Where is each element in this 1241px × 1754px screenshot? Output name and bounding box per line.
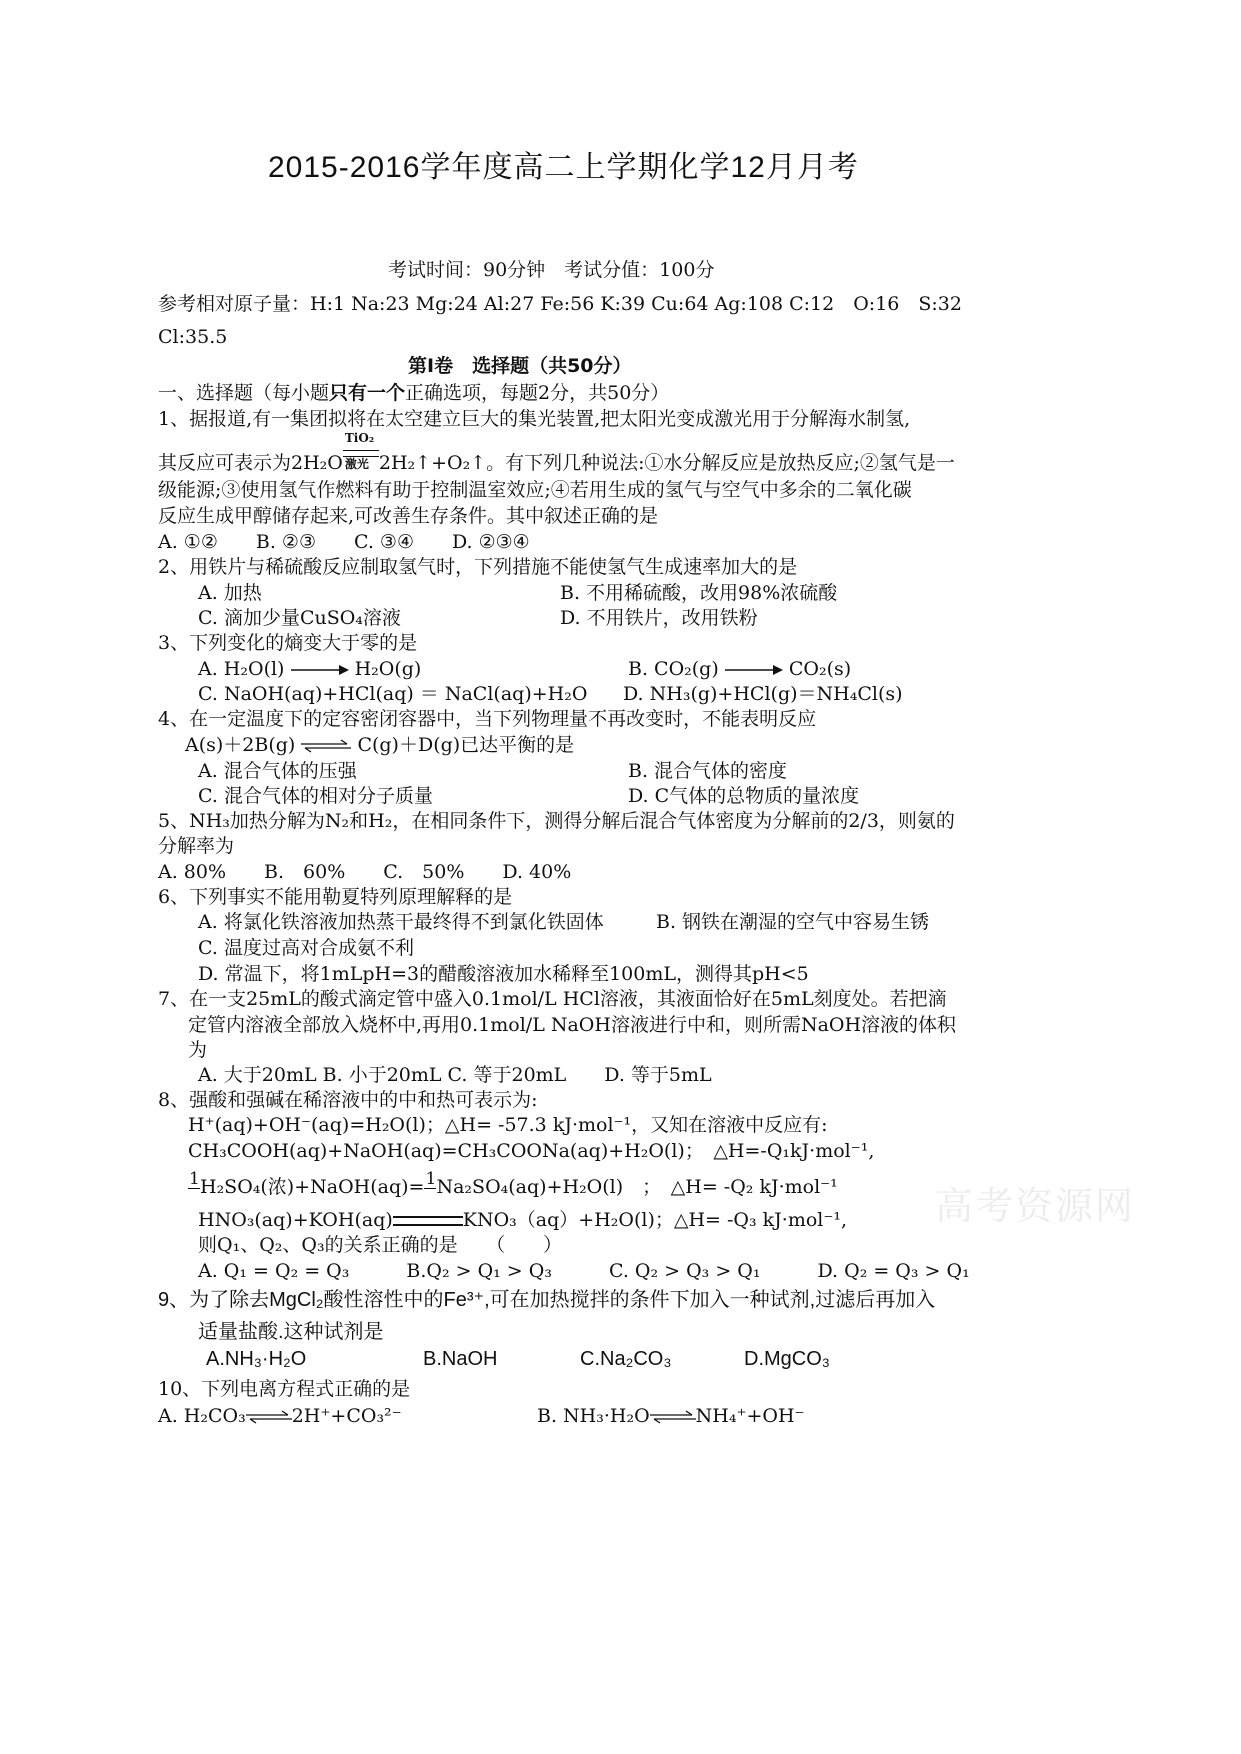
q3-option-b: B. CO₂(g) CO₂(s) xyxy=(628,658,852,680)
q10-option-a: A. H₂CO₃ 2H⁺+CO₃²⁻ xyxy=(158,1405,402,1427)
q6-option-d: D. 常温下，将1mLpH=3的醋酸溶液加水稀释至100mL，测得其pH<5 xyxy=(198,963,809,985)
q9-line1: 9、为了除去MgCl₂酸性溶性中的Fe³⁺,可在加热搅拌的条件下加入一种试剂,过滤后再加入 xyxy=(158,1289,936,1311)
q8-eq3: 1 H₂SO₄(浓)+NaOH(aq)= 1 Na₂SO₄(aq)+H₂O(l) ； △H= -Q₂ kJ·mol⁻¹ xyxy=(189,1169,838,1198)
fraction-half: 1 xyxy=(189,1169,200,1189)
q6-option-c: C. 温度过高对合成氨不利 xyxy=(198,937,414,959)
page-title: 2015-2016学年度高二上学期化学12月月考 xyxy=(268,151,859,184)
exam-info: 考试时间：90分钟 考试分值：100分 xyxy=(388,259,715,281)
q7-options: A. 大于20mL B. 小于20mL C. 等于20mL D. 等于5mL xyxy=(198,1064,712,1086)
section-intro: 一、选择题（每小题只有一个正确选项，每题2分，共50分） xyxy=(158,382,670,404)
q10-option-b: B. NH₃·H₂O NH₄⁺+OH⁻ xyxy=(537,1405,805,1427)
emphasis-only-one: 只有一个 xyxy=(329,382,406,404)
q3-option-c: C. NaOH(aq)+HCl(aq) ＝ NaCl(aq)+H₂O xyxy=(198,683,588,705)
q2-option-d: D. 不用铁片，改用铁粉 xyxy=(560,607,758,629)
q4-option-d: D. C气体的总物质的量浓度 xyxy=(628,785,860,807)
q7-line1: 7、在一支25mL的酸式滴定管中盛入0.1mol/L HCl溶液，其液面恰好在5mL刻度处。若把滴 xyxy=(158,988,947,1010)
q8-eq1: H⁺(aq)+OH⁻(aq)=H₂O(l)；△H= -57.3 kJ·mol⁻¹，又知在溶液中反应有: xyxy=(188,1114,828,1136)
q1-line4: 反应生成甲醇储存起来,可改善生存条件。其中叙述正确的是 xyxy=(158,505,659,527)
q3-option-a: A. H₂O(l) H₂O(g) xyxy=(198,658,422,680)
atomic-masses-line2: Cl:35.5 xyxy=(158,326,228,348)
q4-option-a: A. 混合气体的压强 xyxy=(198,760,357,782)
catalyst-label: TiO₂ xyxy=(344,431,375,445)
equilibrium-arrow-icon xyxy=(301,739,351,753)
section-title: 第Ⅰ卷 选择题（共50分） xyxy=(408,355,632,377)
condition-label: 激光 xyxy=(344,457,369,471)
q8-ask: 则Q₁、Q₂、Q₃的关系正确的是 （ ） xyxy=(198,1234,563,1256)
q3-option-d: D. NH₃(g)+HCl(g)＝NH₄Cl(s) xyxy=(623,683,903,705)
reaction-arrow-icon xyxy=(291,663,349,677)
q2-stem: 2、用铁片与稀硫酸反应制取氢气时，下列措施不能使氢气生成速率加大的是 xyxy=(158,556,798,578)
q3-stem: 3、下列变化的熵变大于零的是 xyxy=(158,632,418,654)
q8-stem: 8、强酸和强碱在稀溶液中的中和热可表示为: xyxy=(158,1089,538,1111)
equals-sign xyxy=(343,450,379,457)
q4-stem: 4、在一定温度下的定容密闭容器中，当下列物理量不再改变时，不能表明反应 xyxy=(158,708,817,730)
fraction-half: 1 xyxy=(425,1169,437,1189)
q7-line2: 定管内溶液全部放入烧杯中,再用0.1mol/L NaOH溶液进行中和，则所需NaOH溶液的体积 xyxy=(188,1014,957,1036)
q8-eq4: HNO₃(aq)+KOH(aq) KNO₃（aq）+H₂O(l)；△H= -Q₃ kJ·mol⁻¹, xyxy=(198,1209,848,1231)
double-equals-icon xyxy=(393,1216,463,1226)
q8-options: A. Q₁ = Q₂ = Q₃ B.Q₂ > Q₁ > Q₃ C. Q₂ > Q₃ > Q₁ D. Q₂ = Q₃ > Q₁ xyxy=(198,1260,970,1282)
q1-options: A. ①② B. ②③ C. ③④ D. ②③④ xyxy=(158,531,530,553)
q9-option-b: B.NaOH xyxy=(423,1348,498,1370)
q5-options: A. 80% B. 60% C. 50% D. 40% xyxy=(158,861,572,883)
q2-option-a: A. 加热 xyxy=(198,582,262,604)
q7-line3: 为 xyxy=(188,1039,208,1061)
q10-stem: 10、下列电离方程式正确的是 xyxy=(158,1378,411,1400)
q6-option-a: A. 将氯化铁溶液加热蒸干最终得不到氯化铁固体 xyxy=(198,911,604,933)
reaction-arrow-icon xyxy=(725,663,783,677)
q9-option-a: A.NH₃·H₂O xyxy=(206,1348,307,1370)
q9-option-d: D.MgCO₃ xyxy=(744,1348,830,1370)
q2-option-c: C. 滴加少量CuSO₄溶液 xyxy=(198,607,401,629)
q6-option-b: B. 钢铁在潮湿的空气中容易生锈 xyxy=(656,911,930,933)
q4-option-b: B. 混合气体的密度 xyxy=(628,760,788,782)
q1-line2: 其反应可表示为2H₂O TiO₂ 激光 2H₂↑+O₂↑。有下列几种说法:①水分解反应是放热反应;②氢气是一 xyxy=(158,431,955,474)
q2-option-b: B. 不用稀硫酸，改用98%浓硫酸 xyxy=(560,582,838,604)
q4-equation: A(s)＋2B(g) C(g)＋D(g)已达平衡的是 xyxy=(185,734,575,756)
q1-line3: 级能源;③使用氢气作燃料有助于控制温室效应;④若用生成的氢气与空气中多余的二氧化碳 xyxy=(158,479,912,501)
q4-option-c: C. 混合气体的相对分子质量 xyxy=(198,785,433,807)
atomic-masses-line1: 参考相对原子量：H:1 Na:23 Mg:24 Al:27 Fe:56 K:39 Cu:64 Ag:108 C:12 O:16 S:32 xyxy=(158,293,962,315)
q9-option-c: C.Na₂CO₃ xyxy=(580,1348,672,1370)
q1-line1: 1、据报道,有一集团拟将在太空建立巨大的集光装置,把太阳光变成激光用于分解海水制氢, xyxy=(158,408,911,430)
q6-stem: 6、下列事实不能用勒夏特列原理解释的是 xyxy=(158,886,513,908)
q5-line2: 分解率为 xyxy=(158,835,235,857)
q5-line1: 5、NH₃加热分解为N₂和H₂，在相同条件下，测得分解后混合气体密度为分解前的2/3，则氨的 xyxy=(158,810,955,832)
equilibrium-arrow-icon xyxy=(246,1410,292,1424)
watermark: 高考资源网 xyxy=(935,1184,1136,1228)
q9-line2: 适量盐酸.这种试剂是 xyxy=(198,1321,384,1343)
equilibrium-arrow-icon xyxy=(650,1410,696,1424)
q8-eq2: CH₃COOH(aq)+NaOH(aq)=CH₃COONa(aq)+H₂O(l)； △H=-Q₁kJ·mol⁻¹, xyxy=(188,1140,875,1162)
